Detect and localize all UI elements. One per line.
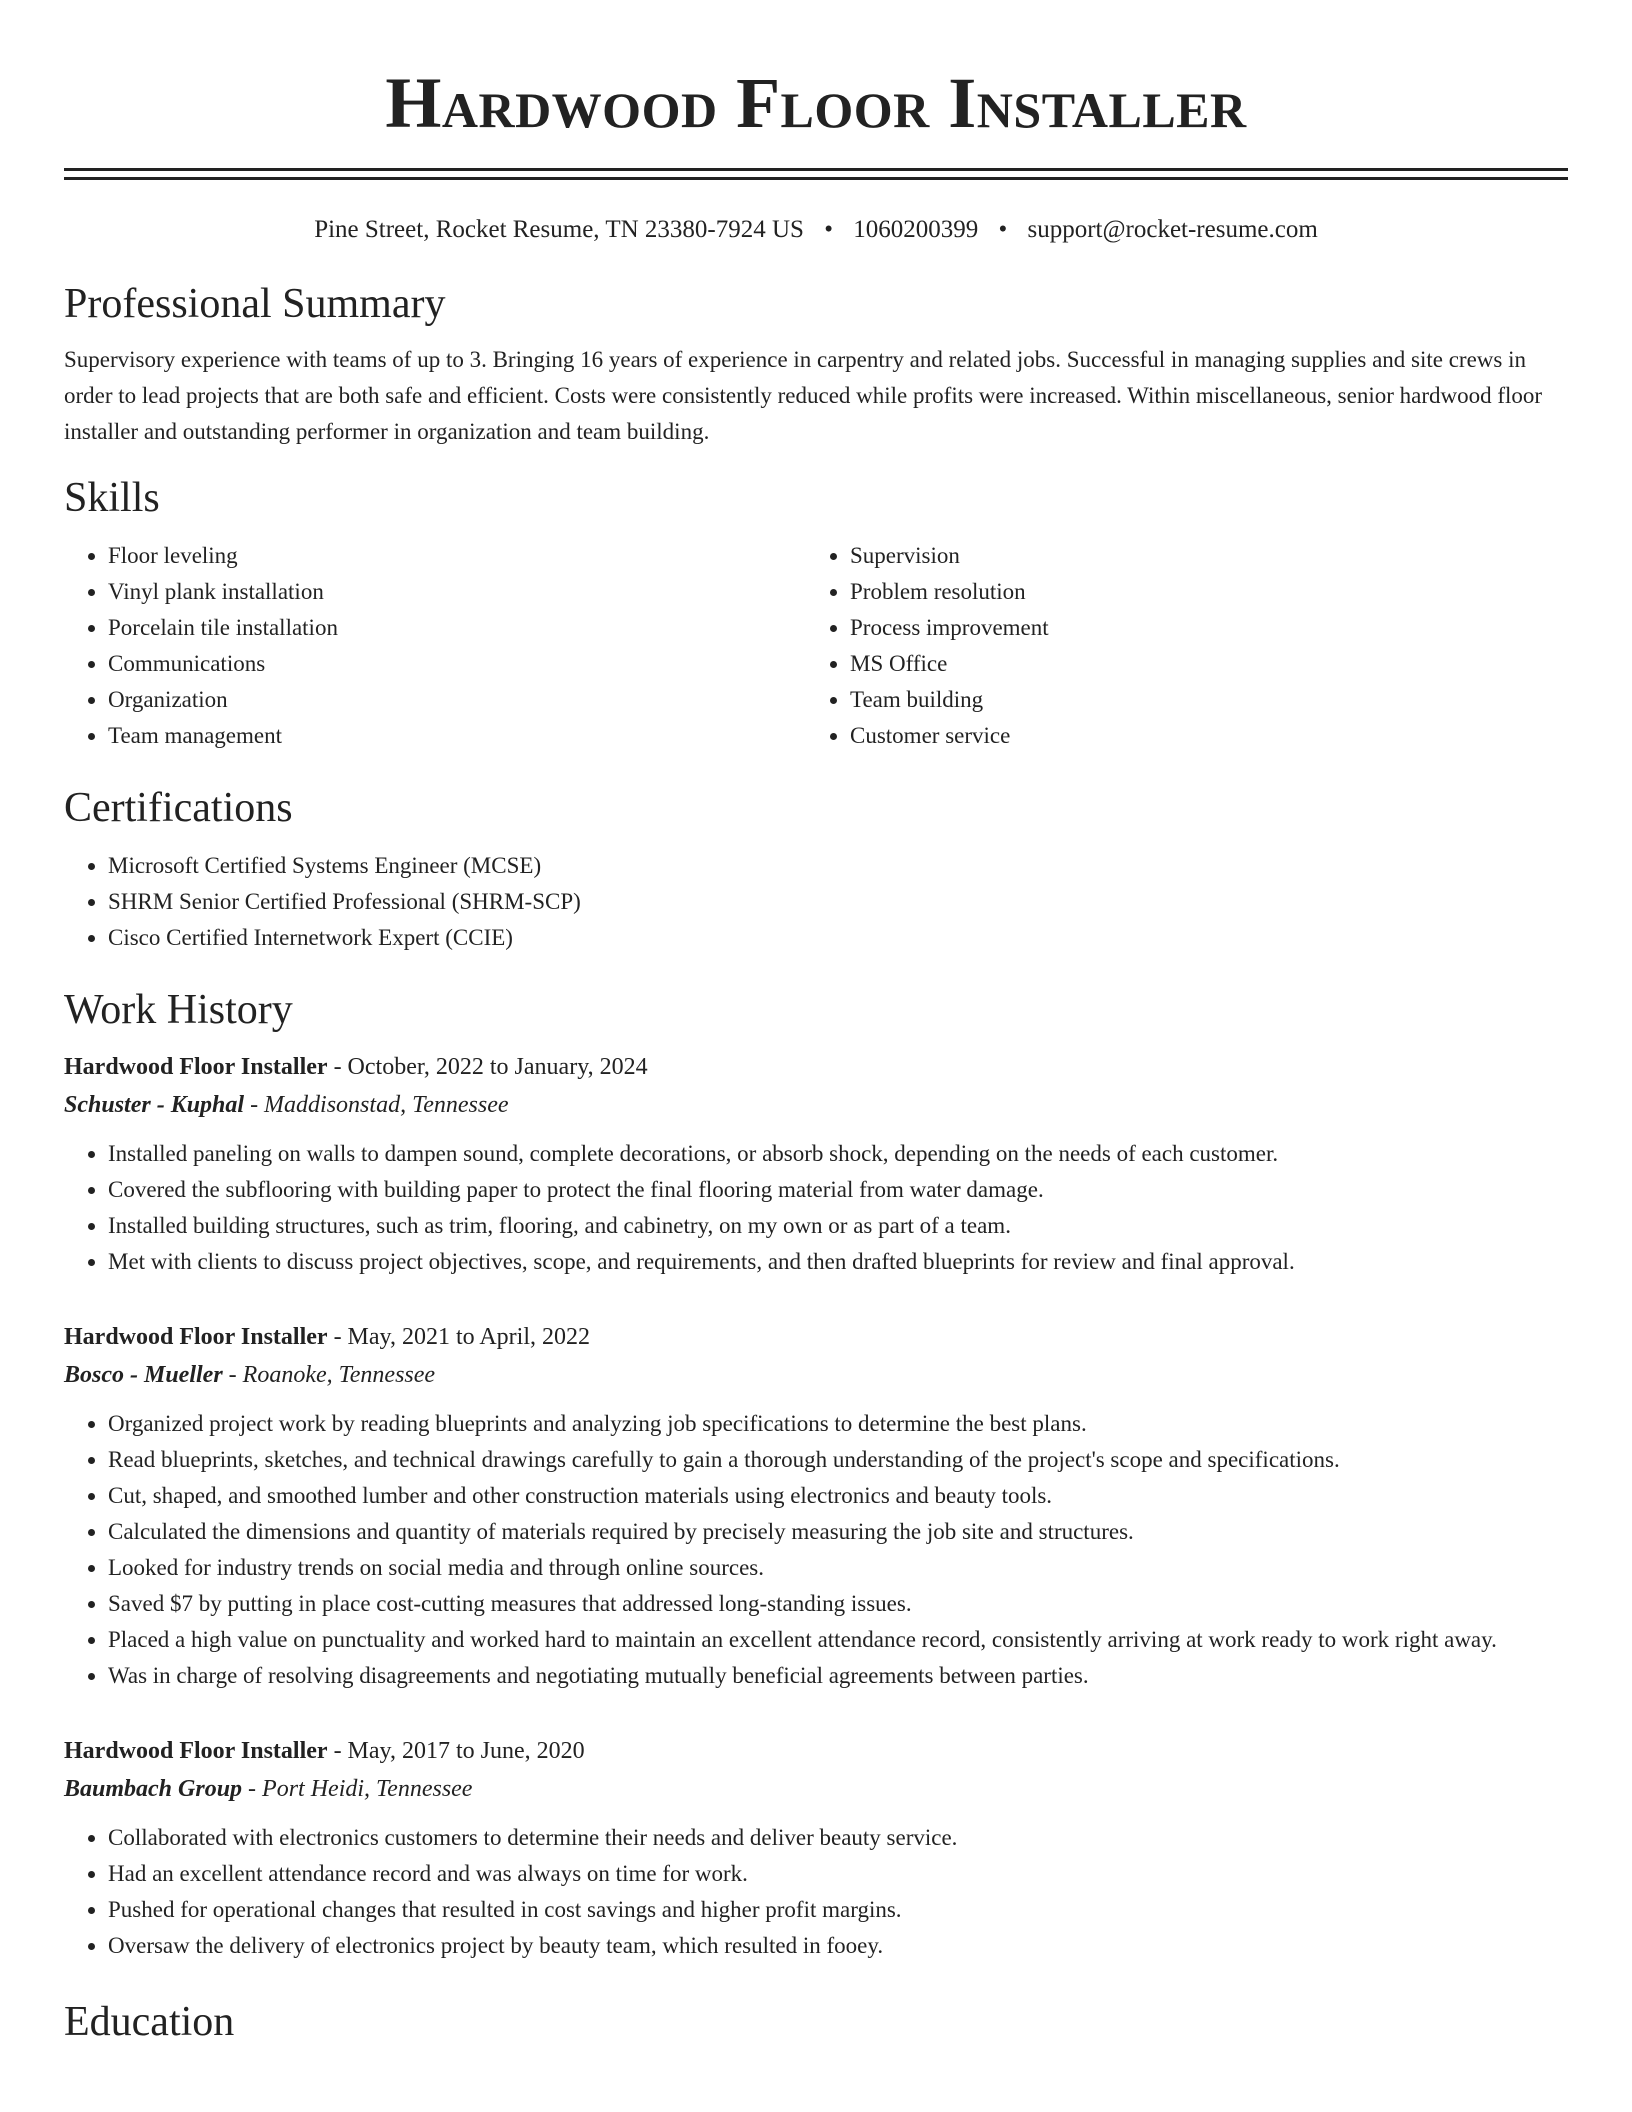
job-entry	[64, 1048, 1568, 1280]
certification-item: • SHRM Senior Certified Professional (SHRM-SCP)	[108, 884, 1568, 920]
job-company: Schuster - Kuphal	[64, 1092, 245, 1118]
job-bullet: • Cut, shaped, and smoothed lumber and other construction materials using electronics and beauty tools.	[108, 1478, 1568, 1514]
skills-list-left	[64, 538, 806, 754]
contact-address: Pine Street, Rocket Resume, TN 23380-7924 US	[314, 216, 804, 243]
certifications-section	[64, 780, 1568, 956]
job-bullets	[64, 1136, 1568, 1280]
skill-item: • Team building	[850, 682, 1548, 718]
resume-title: Hardwood Floor Installer	[385, 63, 1247, 143]
job-bullet: • Pushed for operational changes that resulted in cost savings and higher profit margins.	[108, 1892, 1568, 1928]
job-bullet: • Looked for industry trends on social media and through online sources.	[108, 1550, 1568, 1586]
education-heading: Education	[64, 1999, 235, 2045]
job-bullet: • Placed a high value on punctuality and worked hard to maintain an excellent attendance record, consistently arriving at work ready to work right away.	[108, 1622, 1568, 1658]
skill-item: • Team management	[108, 718, 806, 754]
job-company: Baumbach Group	[64, 1776, 243, 1802]
skills-grid	[64, 538, 1568, 754]
education-section	[64, 1994, 1568, 2050]
title-divider-top	[64, 168, 1568, 171]
job-dates: - May, 2017 to June, 2020	[327, 1738, 585, 1764]
summary-text: Supervisory experience with teams of up to 3. Bringing 16 years of experience in carpentry and related jobs. Successful in managing supplies and site crews in order to lead projects that are both safe and efficient. Costs were consistently reduced while profits were increased. Within miscellaneous, senior hardwood floor installer and outstanding performer in organization and team building.	[64, 347, 1543, 444]
contact-email: support@rocket-resume.com	[1027, 216, 1318, 243]
job-company-line	[64, 1086, 1568, 1124]
job-location: - Roanoke, Tennessee	[222, 1362, 436, 1388]
skill-item: • Supervision	[850, 538, 1548, 574]
certification-item: • Microsoft Certified Systems Engineer (MCSE)	[108, 848, 1568, 884]
work-history-heading: Work History	[64, 987, 293, 1033]
skills-heading: Skills	[64, 475, 160, 521]
skill-item: • Vinyl plank installation	[108, 574, 806, 610]
contact-separator: •	[998, 216, 1008, 243]
job-title: Hardwood Floor Installer	[64, 1738, 328, 1764]
job-bullet: • Installed paneling on walls to dampen sound, complete decorations, or absorb shock, depending on the needs of each customer.	[108, 1136, 1568, 1172]
job-location: - Maddisonstad, Tennessee	[244, 1092, 509, 1118]
job-title-line	[64, 1318, 1568, 1356]
job-dates: - October, 2022 to January, 2024	[327, 1054, 648, 1080]
summary-section	[64, 276, 1568, 450]
skill-item: • Process improvement	[850, 610, 1548, 646]
skill-item: • Customer service	[850, 718, 1548, 754]
job-bullet: • Met with clients to discuss project objectives, scope, and requirements, and then drafted blueprints for review and final approval.	[108, 1244, 1568, 1280]
job-bullet: • Organized project work by reading blueprints and analyzing job specifications to determine the best plans.	[108, 1406, 1568, 1442]
job-company-line	[64, 1770, 1568, 1808]
job-bullet: • Installed building structures, such as trim, flooring, and cabinetry, on my own or as part of a team.	[108, 1208, 1568, 1244]
skills-section	[64, 470, 1568, 754]
certifications-list	[64, 848, 1568, 956]
contact-phone: 1060200399	[853, 216, 979, 243]
skills-column-right	[806, 538, 1548, 754]
resume-page	[64, 0, 1568, 2050]
job-entry	[64, 1732, 1568, 1964]
summary-heading: Professional Summary	[64, 281, 446, 327]
job-entry	[64, 1318, 1568, 1694]
contact-line	[64, 214, 1568, 246]
job-title: Hardwood Floor Installer	[64, 1054, 328, 1080]
skill-item: • Floor leveling	[108, 538, 806, 574]
job-title-line	[64, 1732, 1568, 1770]
contact-separator: •	[824, 216, 833, 243]
job-company: Bosco - Mueller	[64, 1362, 223, 1388]
job-location: - Port Heidi, Tennessee	[242, 1776, 473, 1802]
job-dates: - May, 2021 to April, 2022	[327, 1324, 590, 1350]
job-title-line	[64, 1048, 1568, 1086]
job-bullet: • Had an excellent attendance record and was always on time for work.	[108, 1856, 1568, 1892]
certifications-heading: Certifications	[64, 785, 293, 831]
certification-item: • Cisco Certified Internetwork Expert (CCIE)	[108, 920, 1568, 956]
work-history-section	[64, 982, 1568, 1964]
job-bullet: • Was in charge of resolving disagreements and negotiating mutually beneficial agreements between parties.	[108, 1658, 1568, 1694]
skills-column-left	[64, 538, 806, 754]
skill-item: • Problem resolution	[850, 574, 1548, 610]
skill-item: • Porcelain tile installation	[108, 610, 806, 646]
title-divider-bottom	[64, 177, 1568, 180]
job-bullet: • Saved $7 by putting in place cost-cutting measures that addressed long-standing issues.	[108, 1586, 1568, 1622]
job-bullets	[64, 1406, 1568, 1694]
skill-item: • MS Office	[850, 646, 1548, 682]
job-bullets	[64, 1820, 1568, 1964]
skills-list-right	[806, 538, 1548, 754]
skill-item: • Communications	[108, 646, 806, 682]
job-bullet: • Calculated the dimensions and quantity of materials required by precisely measuring the job site and structures.	[108, 1514, 1568, 1550]
job-bullet: • Read blueprints, sketches, and technical drawings carefully to gain a thorough understanding of the project's scope and specifications.	[108, 1442, 1568, 1478]
job-bullet: • Collaborated with electronics customers to determine their needs and deliver beauty service.	[108, 1820, 1568, 1856]
job-title: Hardwood Floor Installer	[64, 1324, 328, 1350]
skill-item: • Organization	[108, 682, 806, 718]
job-company-line	[64, 1356, 1568, 1394]
job-bullet: • Covered the subflooring with building paper to protect the final flooring material from water damage.	[108, 1172, 1568, 1208]
job-bullet: • Oversaw the delivery of electronics project by beauty team, which resulted in fooey.	[108, 1928, 1568, 1964]
